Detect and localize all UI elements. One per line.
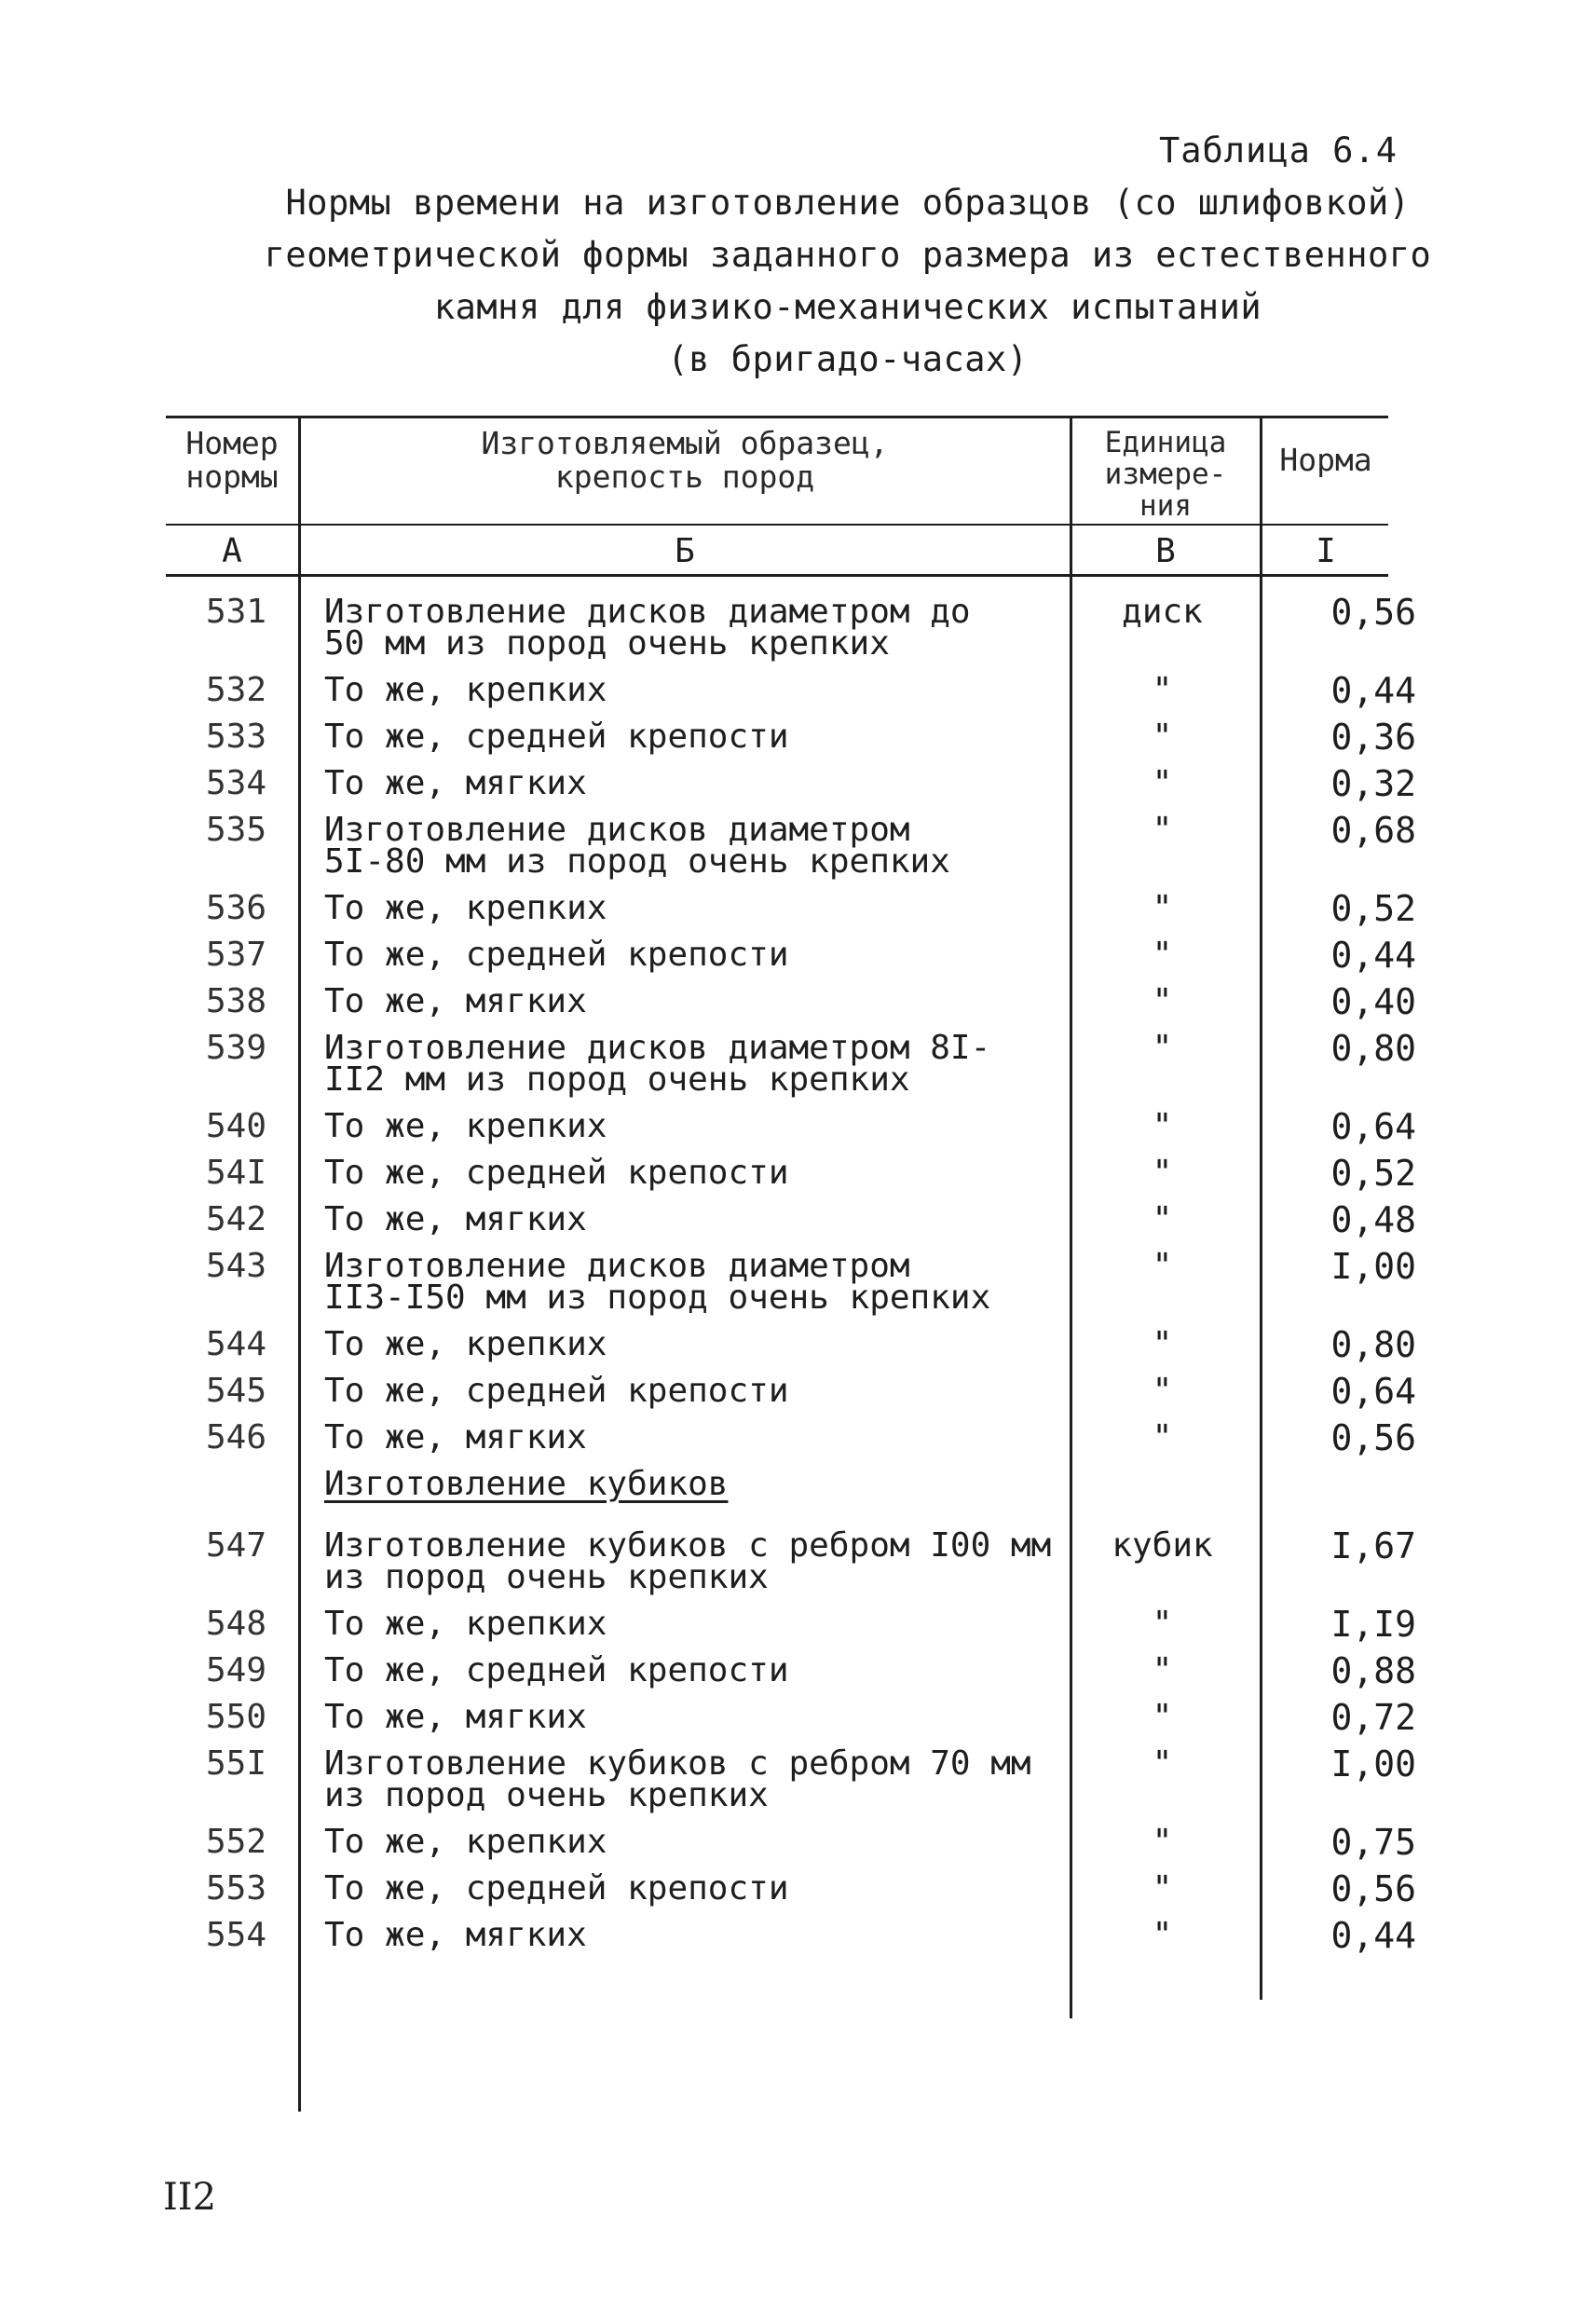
column-letter-i: I <box>1316 532 1336 570</box>
sample-description: То же, мягких <box>324 1698 587 1736</box>
unit-of-measure: " <box>1152 1418 1173 1456</box>
sample-description: То же, средней крепости <box>324 1372 789 1410</box>
sample-description: То же, средней крепости <box>324 718 789 756</box>
sample-description: То же, мягких <box>324 1916 587 1954</box>
column-letter-v: В <box>1155 532 1176 570</box>
unit-of-measure: " <box>1152 1869 1173 1908</box>
sample-description: Изготовление дисков диаметром 5I-80 мм из пород очень крепких <box>324 811 950 881</box>
sample-description: То же, средней крепости <box>324 1651 789 1689</box>
norm-value: 0,44 <box>1330 670 1416 711</box>
norm-number: 544 <box>205 1325 266 1363</box>
header-unit: Единица измере- ния <box>1104 426 1227 523</box>
norm-value: 0,56 <box>1330 1417 1416 1458</box>
norm-number: 531 <box>205 593 266 631</box>
norm-number: 543 <box>205 1247 266 1285</box>
sample-description: То же, мягких <box>324 764 587 802</box>
norm-value: 0,80 <box>1330 1324 1416 1365</box>
norm-value: 0,64 <box>1330 1371 1416 1412</box>
sample-description: То же, крепких <box>324 1823 607 1861</box>
unit-of-measure: " <box>1152 1325 1173 1363</box>
unit-of-measure: " <box>1152 1029 1173 1067</box>
sample-description: То же, крепких <box>324 1605 607 1643</box>
sample-description: Изготовление кубиков с ребром 70 мм из пород очень крепких <box>324 1744 1031 1814</box>
unit-of-measure: " <box>1152 1107 1173 1145</box>
norm-value: 0,32 <box>1330 763 1416 804</box>
norm-value: 0,52 <box>1330 888 1416 929</box>
norm-number: 537 <box>205 936 266 974</box>
norm-number: 539 <box>205 1029 266 1067</box>
norm-value: 0,56 <box>1330 1868 1416 1909</box>
section-title: Изготовление кубиков <box>324 1465 729 1503</box>
title-line: Нормы времени на изготовление образцов (со шлифовкой) <box>285 183 1411 223</box>
title-line: геометрической формы заданного размера из естественного <box>264 235 1432 275</box>
header-sample: Изготовляемый образец, крепость пород <box>481 425 889 495</box>
sample-description: Изготовление кубиков с ребром I00 мм из пород очень крепких <box>324 1526 1052 1596</box>
norm-value: 0,36 <box>1330 717 1416 758</box>
column-letter-b: Б <box>675 532 695 570</box>
norm-value: I,00 <box>1330 1246 1416 1287</box>
unit-of-measure: диск <box>1122 593 1203 631</box>
unit-of-measure: " <box>1152 1372 1173 1410</box>
header-bottom-rule <box>166 524 1388 526</box>
sample-description: То же, крепких <box>324 1325 607 1363</box>
unit-of-measure: " <box>1152 1698 1173 1736</box>
unit-of-measure: " <box>1152 764 1173 802</box>
norm-number: 534 <box>205 764 266 802</box>
table-top-rule <box>166 416 1388 418</box>
norm-number: 533 <box>205 718 266 756</box>
norm-value: 0,72 <box>1330 1697 1416 1738</box>
norm-number: 535 <box>205 811 266 849</box>
column-letter-a: А <box>222 532 242 570</box>
norm-number: 549 <box>205 1651 266 1689</box>
norm-number: 536 <box>205 889 266 927</box>
sample-description: То же, средней крепости <box>324 1154 789 1192</box>
unit-of-measure: " <box>1152 936 1173 974</box>
column-divider-2 <box>1070 416 1072 2018</box>
norm-value: 0,75 <box>1330 1822 1416 1863</box>
unit-of-measure: " <box>1152 718 1173 756</box>
sample-description: То же, мягких <box>324 1200 587 1238</box>
table-title <box>261 177 1435 386</box>
norm-number: 548 <box>205 1605 266 1643</box>
norm-value: 0,52 <box>1330 1153 1416 1194</box>
table-label: Таблица 6.4 <box>1158 130 1398 171</box>
column-letters-rule <box>166 574 1388 577</box>
unit-of-measure: кубик <box>1112 1526 1213 1565</box>
unit-of-measure: " <box>1152 889 1173 927</box>
norm-number: 532 <box>205 671 266 709</box>
sample-description: То же, крепких <box>324 889 607 927</box>
norm-value: 0,40 <box>1330 981 1416 1022</box>
sample-description: То же, мягких <box>324 1418 587 1456</box>
norm-number: 554 <box>205 1916 266 1954</box>
unit-of-measure: " <box>1152 1916 1173 1954</box>
norm-number: 55I <box>205 1744 266 1783</box>
norm-value: 0,68 <box>1330 810 1416 851</box>
norm-number: 542 <box>205 1200 266 1238</box>
sample-description: То же, мягких <box>324 982 587 1020</box>
sample-description: То же, средней крепости <box>324 1869 789 1908</box>
norm-number: 538 <box>205 982 266 1020</box>
sample-description: Изготовление дисков диаметром II3-I50 мм из пород очень крепких <box>324 1247 991 1317</box>
unit-of-measure: " <box>1152 1744 1173 1783</box>
norm-value: 0,88 <box>1330 1650 1416 1691</box>
unit-of-measure: " <box>1152 1200 1173 1238</box>
sample-description: То же, крепких <box>324 1107 607 1145</box>
unit-of-measure: " <box>1152 982 1173 1020</box>
norm-number: 546 <box>205 1418 266 1456</box>
sample-description: То же, крепких <box>324 671 607 709</box>
unit-of-measure: " <box>1152 671 1173 709</box>
norm-value: 0,48 <box>1330 1199 1416 1240</box>
norm-value: I,00 <box>1330 1744 1416 1785</box>
title-line: камня для физико-механических испытаний <box>433 287 1262 327</box>
norm-value: 0,80 <box>1330 1028 1416 1069</box>
header-number: Номер нормы <box>185 425 279 495</box>
page-number: II2 <box>163 2176 217 2219</box>
unit-of-measure: " <box>1152 1823 1173 1861</box>
unit-of-measure: " <box>1152 1651 1173 1689</box>
norm-value: 0,44 <box>1330 1915 1416 1956</box>
unit-of-measure: " <box>1152 1154 1173 1192</box>
norm-number: 545 <box>205 1372 266 1410</box>
norm-number: 550 <box>205 1698 266 1736</box>
column-divider-3 <box>1260 416 1262 2000</box>
norm-value: I,67 <box>1330 1525 1416 1566</box>
column-divider-1 <box>298 416 301 2112</box>
unit-of-measure: " <box>1152 1605 1173 1643</box>
norm-number: 540 <box>205 1107 266 1145</box>
unit-of-measure: " <box>1152 811 1173 849</box>
sample-description: Изготовление дисков диаметром 8I- II2 мм из пород очень крепких <box>324 1029 991 1099</box>
unit-of-measure: " <box>1152 1247 1173 1285</box>
norm-value: 0,56 <box>1330 592 1416 633</box>
norm-value: 0,64 <box>1330 1106 1416 1147</box>
sample-description: Изготовление дисков диаметром до 50 мм из пород очень крепких <box>324 593 971 663</box>
norm-number: 54I <box>205 1154 266 1192</box>
norm-value: I,I9 <box>1330 1604 1416 1645</box>
header-norm: Норма <box>1279 442 1372 478</box>
sample-description: То же, средней крепости <box>324 936 789 974</box>
norm-number: 547 <box>205 1526 266 1565</box>
title-line: (в бригадо-часах) <box>667 339 1029 379</box>
norm-value: 0,44 <box>1330 935 1416 976</box>
norm-number: 552 <box>205 1823 266 1861</box>
norm-number: 553 <box>205 1869 266 1908</box>
